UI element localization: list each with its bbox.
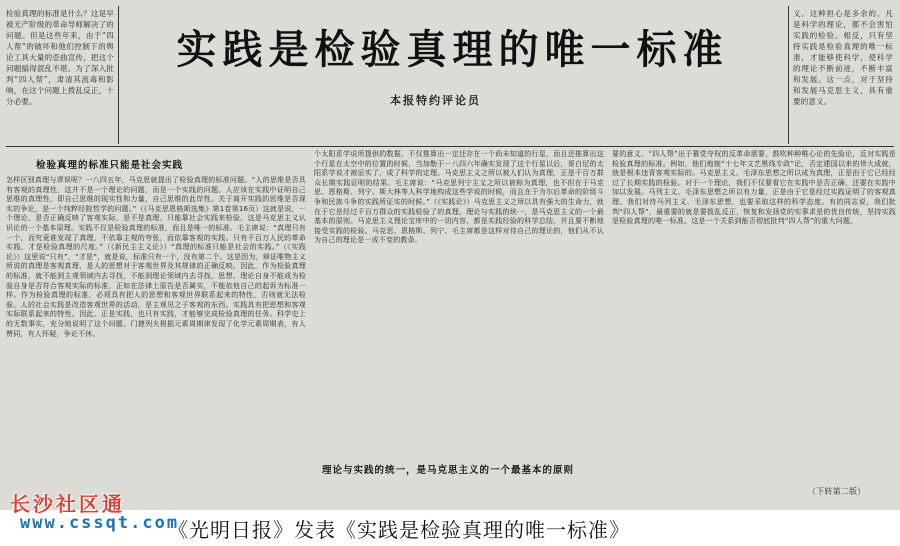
continued-note: （下转第二版） [808,487,866,496]
article-byline: 本报特约评论员 [390,94,481,107]
divider-vertical-right [788,6,789,144]
left-body-column [6,176,306,494]
top-right-column [793,8,893,144]
right-body-column [612,150,896,480]
middle-body-column [314,150,604,448]
intro-column-left [6,8,114,144]
intro-text: 检验真理的标准是什么？这是早被无产阶级的革命导师解决了的问题。但是这些年来，由于“四人帮”的破坏和他们控制下的舆论工具大量的歪曲宣传，把这个问题搞得混乱不堪。为了深入批判“四人帮”，肃清其流毒和影响，在这个问题上拨乱反正，十分必要。 [6,9,114,106]
image-caption: 《光明日报》发表《实践是检验真理的唯一标准》 [168,518,630,542]
section-heading-2: 理论与实践的统一，是马克思主义的一个最基本的原则 [322,465,575,476]
section-heading-1: 检验真理的标准只能是社会实践 [36,160,184,171]
top-right-text: 义。这种担心是多余的。凡是科学的理论，都不会害怕实践的检验。相反，只有坚持实践是检验真理的唯一标准，才能够使科学，使科学的理论不断前进，不断丰富和发展。这一点，对于坚持和发展马克思主义，具有重要的意义。 [793,9,893,106]
right-body-text: 要的意义。“四人帮”出于篡党夺权的反革命需要，鼓吹种种唯心论的先验论，反对实践是检验真理的标准。例如，他们炮制“十七年文艺黑线专政”论，否定建国以来的伟大成就，就是根本违背客观实际的。马克思主义、毛泽东思想之所以成为真理，正是由于它已经经过了长期实践的检验。对于一个理论，我们不仅要看它在实践中是否正确，还要在实践中加以发展。马列主义、毛泽东思想之所以有力量，正是由于它是经过实践证明了的客观真理。我们对待马列主义、毛泽东思想，也要采取这样的科学态度。有的同志说，我们批判“四人帮”，最重要的就是要拨乱反正，恢复和发扬党的实事求是的优良传统，坚持实践是检验真理的唯一标准。这是一个关系到能否彻底批判“四人帮”的重大问题。 [612,150,896,226]
divider-vertical-left [118,6,119,144]
watermark-site-name: 长沙社区通 [10,492,125,516]
divider-horizontal [6,146,894,147]
middle-body-text: 个太阳系学说所提供的数据，不仅推算出一定还存在一个尚未知道的行星，而且还推算出这个行星在太空中的位置的时候，当加勒于一八四六年确实发现了这个行星以后，哥白尼的太阳系学说才被证实了，成了科学的定理。马克思主义之所以被人们认为真理，正是千百万群众长期实践证明的结果。毛主席说：“马克思列宁主义之所以被称为真理，也不但在于马克思、恩格斯、列宁、斯大林等人科学地构成这些学说的时候，而且在于为尔后革命的阶级斗争和民族斗争的实践所证实的时候。”（《实践论》）马克思主义之所以具有强大的生命力，就在于它是经过千百万群众的实践检验了的真理。理论与实践的统一，是马克思主义的一个最基本的原则。马克思主义理论宝库中的一切内容，都是实践经验的科学总结，并且要不断地接受实践的检验。马克思、恩格斯、列宁、毛主席都是这样对待自己的理论的，他们从不认为自己的理论是一成不变的教条。 [314,150,604,245]
left-body-text: 怎样区别真理与谬误呢？一八四五年，马克思就提出了检验真理的标准问题。“人的思维是否具有客观的真理性，这并不是一个理论的问题，而是一个实践的问题。人应该在实践中证明自己思维的真理性，即自己思维的现实性和力量，自己思维的此岸性。关于离开实践的思维是否现实的争论，是一个纯粹经院哲学的问题。”（《马克思恩格斯选集》第1卷第16页）这就是说，一个理论，是否正确反映了客观实际，是不是真理，只能靠社会实践来检验。这是马克思主义认识论的一个基本原理。实践不仅是检验真理的标准，而且是唯一的标准。毛主席说：“真理只有一个，而究竟谁发现了真理，不依靠主观的夸张，而依靠客观的实践。只有千百万人民的革命实践，才是检验真理的尺度。”（《新民主主义论》）“真理的标准只能是社会的实践。”（《实践论》）这里说“只有”，“才是”，就是说，标准只有一个，没有第二个。这是因为，辩证唯物主义所说的真理是客观真理，是人的思想对于客观世界及其规律的正确反映。因此，作为检验真理的标准，就不能到主观领域内去寻找，不能到理论领域内去寻找，思想、理论自身不能成为检验自身是否符合客观实际的标准，正如在法律上原告是否属实，不能依他自己的起诉为标准一样。作为检验真理的标准，必须具有把人的思想和客观世界联系起来的特性，否则就无法检验。人的社会实践是改造客观世界的活动，是主观见之于客观的东西。实践具有把思想和客观实际联系起来的特性。因此，正是实践，也只有实践，才能够完成检验真理的任务。科学史上的无数事实，充分地说明了这个问题。门捷列夫根据元素周期律发现了化学元素周期表，有人赞同，有人怀疑，争论不休。 [6,176,306,338]
article-headline: 实践是检验真理的唯一标准 [176,26,729,73]
watermark-url: www.cssqt.com [20,513,180,533]
